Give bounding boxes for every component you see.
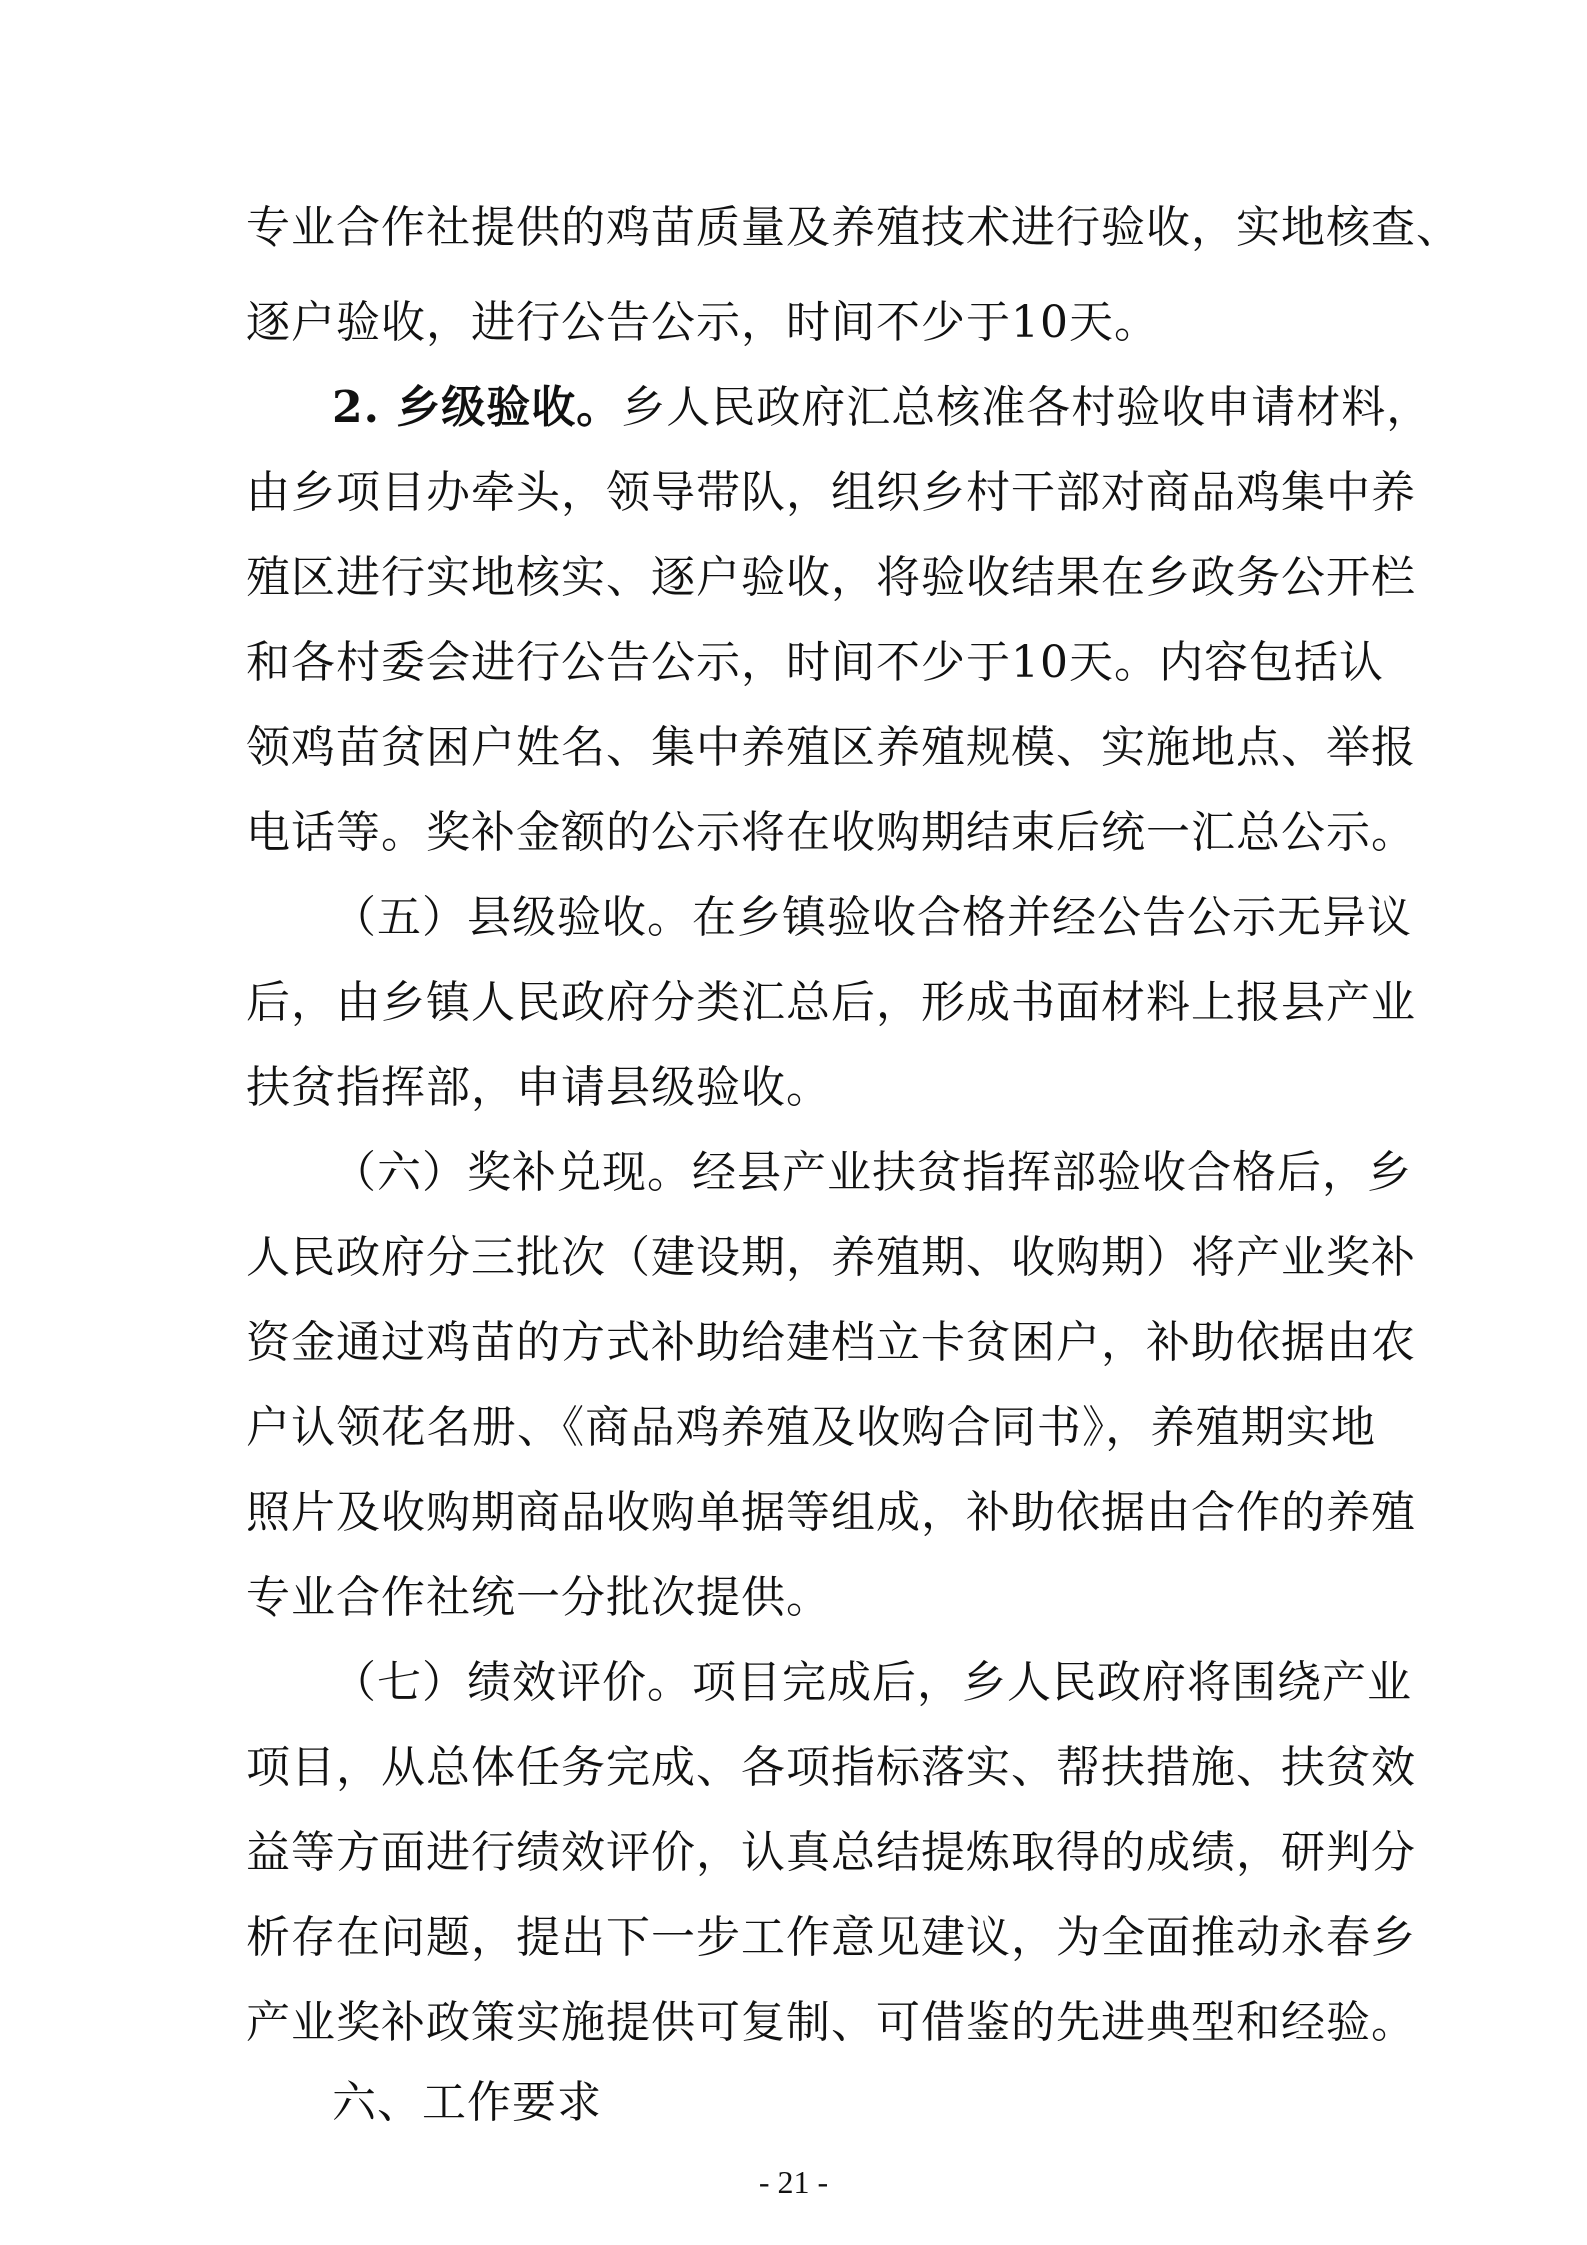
- text-line-3: [332, 380, 1432, 436]
- text-line-16: 照片及收购期商品收购单据等组成，补助依据由合作的养殖: [246, 1487, 1416, 1538]
- text-line-4: 由乡项目办牵头，领导带队，组织乡村干部对商品鸡集中养: [246, 467, 1416, 518]
- text-line-20: 益等方面进行绩效评价，认真总结提炼取得的成绩，研判分: [246, 1827, 1416, 1878]
- text-line-13: 人民政府分三批次（建设期，养殖期、收购期）将产业奖补: [246, 1232, 1416, 1283]
- text-line-1: 专业合作社提供的鸡苗质量及养殖技术进行验收，实地核查、: [246, 202, 1461, 253]
- text-line-17: 专业合作社统一分批次提供。: [246, 1572, 831, 1623]
- text-line-3-body: 乡人民政府汇总核准各村验收申请材料，: [621, 382, 1432, 433]
- text-line-8: 电话等。奖补金额的公示将在收购期结束后统一汇总公示。: [246, 807, 1416, 858]
- text-line-18: （七）绩效评价。项目完成后，乡人民政府将围绕产业: [332, 1657, 1412, 1708]
- text-line-22: 产业奖补政策实施提供可复制、可借鉴的先进典型和经验。: [246, 1997, 1416, 2048]
- section-heading-6: 六、工作要求: [332, 2077, 602, 2128]
- text-line-10: 后，由乡镇人民政府分类汇总后，形成书面材料上报县产业: [246, 977, 1416, 1028]
- text-line-19: 项目，从总体任务完成、各项指标落实、帮扶措施、扶贫效: [246, 1742, 1416, 1793]
- text-line-7: 领鸡苗贫困户姓名、集中养殖区养殖规模、实施地点、举报: [246, 722, 1416, 773]
- text-line-21: 析存在问题，提出下一步工作意见建议，为全面推动永春乡: [246, 1912, 1416, 1963]
- text-line-15: 户认领花名册、《商品鸡养殖及收购合同书》，养殖期实地: [246, 1402, 1376, 1453]
- text-line-5: 殖区进行实地核实、逐户验收，将验收结果在乡政务公开栏: [246, 552, 1416, 603]
- text-line-11: 扶贫指挥部，申请县级验收。: [246, 1062, 831, 1113]
- text-line-12: （六）奖补兑现。经县产业扶贫指挥部验收合格后，乡: [332, 1147, 1412, 1198]
- page-number: - 21 -: [758, 2164, 829, 2200]
- text-line-2: 逐户验收，进行公告公示，时间不少于10天。: [246, 297, 1159, 348]
- text-line-9: （五）县级验收。在乡镇验收合格并经公告公示无异议: [332, 892, 1412, 943]
- section-heading-2: 2. 乡级验收。: [332, 382, 622, 433]
- text-line-14: 资金通过鸡苗的方式补助给建档立卡贫困户，补助依据由农: [246, 1317, 1416, 1368]
- text-line-6: 和各村委会进行公告公示，时间不少于10天。内容包括认: [246, 637, 1384, 688]
